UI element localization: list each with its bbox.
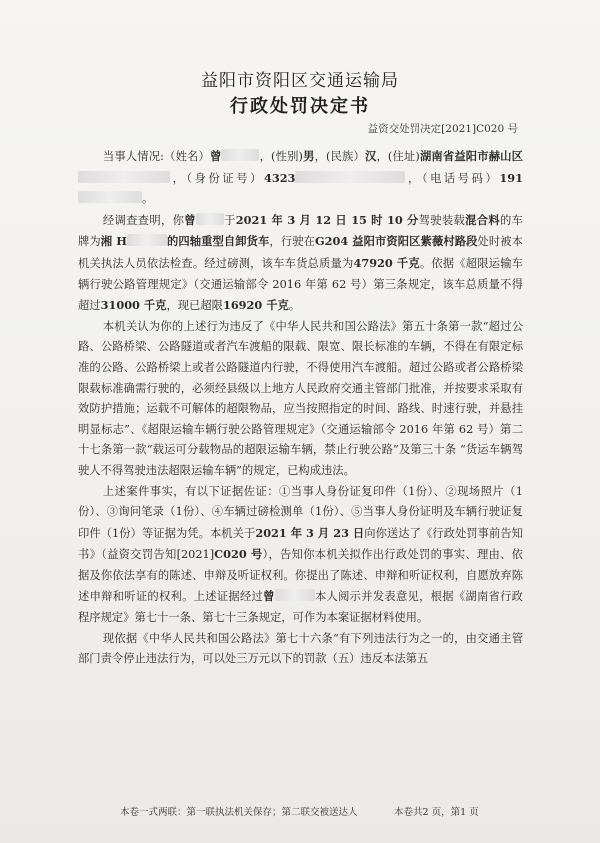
redaction-block (78, 171, 170, 183)
text: ，（身份证号） (170, 171, 264, 185)
investigation-paragraph (78, 210, 523, 317)
redaction-block (127, 234, 167, 246)
document-number: 益资交处罚决定[2021]C020 号 (367, 123, 518, 135)
text: 。依据《超限运输车辆行驶公路管理规定》（交通运输部令 2016 年第 62 号）第三条规定，该车总质量不得超过 (78, 256, 523, 313)
party-address-cont: 市赫山区 (477, 149, 523, 163)
text: 的车牌为 (78, 213, 523, 249)
evidence-paragraph (78, 482, 523, 629)
text: ，(民族） (314, 150, 365, 163)
text: ，(性别) (259, 150, 303, 163)
overweight-amount: 16920 千克 (222, 298, 289, 313)
basis-paragraph: 现依据《中华人民共和国公路法》第七十六条“有下列违法行为之一的，由交通主管部门责令停止违法行为，可以处三万元以下的罚款（五）违反本法第五 (78, 631, 523, 666)
text: ，（电话号码） (405, 171, 500, 185)
footer-copies-note: 本卷一式两联：第一联执法机关保存；第二联交被送达人 (120, 807, 358, 818)
text: ，现已超限 (166, 299, 223, 313)
document-body (78, 146, 523, 670)
text: ，(住址) (376, 150, 420, 163)
notice-number: C020 号 (214, 547, 263, 562)
party-name: 曾 (263, 589, 275, 604)
text: 经调查查明，你 (102, 213, 185, 227)
party-ethnicity: 汉 (364, 149, 377, 163)
vehicle-type: 的四轴重型自卸货车 (166, 234, 270, 249)
incident-time: 2021 年 3 月 12 日 15 时 10 分 (235, 212, 419, 227)
redaction-block (196, 213, 224, 225)
cargo-type: 混合料 (465, 212, 501, 227)
redaction-block (78, 191, 142, 203)
text: 于 (223, 213, 236, 227)
text: 驾驶装载 (418, 213, 466, 227)
license-plate: 湘 H (100, 234, 127, 249)
text: ），告知你本机关拟作出行政处罚的事实、理由、依据及你依法享有的陈述、申辩及听证权利。你提出了陈述、申辩和听证权利，自愿放弃陈述申辩和听证的权利。上述证据经过 (78, 548, 523, 604)
text: 上述案件事实，有以下证据佐证：①当事人身份证复印件（1份）、②现场照片（1份）、③询问笔录（1份）、④车辆过磅检测单（1份）、⑤当事人身份证明及车辆行驶证复印件（1份）等证据为凭。本机关于 (78, 484, 523, 540)
text: ，行驶在 (269, 235, 315, 249)
party-phone: 191 (499, 170, 523, 185)
party-info-paragraph (78, 146, 523, 210)
party-gender: 男 (302, 149, 315, 163)
incident-location: G204 益阳市资阳区紫薇村路段 (315, 234, 478, 249)
agency-title: 益阳市资阳区交通运输局 (201, 71, 399, 91)
weight-limit: 31000 千克 (100, 298, 167, 313)
text: 本人阅示并发表意见，根据《湖南省行政程序规定》第七十一条、第七十三条规定，可作为本案证据材料使用。 (78, 590, 523, 625)
text: 。 (142, 192, 154, 206)
total-weight: 47920 千克 (353, 255, 420, 270)
notice-date: 2021 年 3 月 23 日 (255, 525, 365, 540)
document-title: 行政处罚决定书 (230, 96, 370, 117)
party-id-number: 4323 (263, 170, 296, 185)
text: 。 (288, 299, 301, 313)
text: 当事人情况:（姓名） (102, 150, 210, 163)
redaction-block (221, 149, 259, 161)
party-address: 湖南省益阳 (419, 149, 478, 163)
violation-paragraph: 本机关认为你的上述行为违反了《中华人民共和国公路法》第五十条第一款“超过公路、公路桥梁、公路隧道或者汽车渡船的限载、限宽、限长标准的车辆，不得在有限定标准的公路、公路桥梁上或者公路隧道内行驶，不得使用汽车渡船。超过公路或者公路桥梁限载标准确需行驶的，必须经县级以上地方人民政府交通主管部门批准，并按要求采取有效防护措施；运载不可解体的超限物品，应当按照指定的时间、路线、时速行驶，并悬挂明显标志”、《超限运输车辆行驶公路管理规定》（交通运输部令 2016 年第 62 号）第二十七条第一款“载运可分载物品的超限运输车辆，禁止行驶公路”及第三十条 “货运车辆驾驶人不得驾驶违法超限运输车辆”的规定，已构成违法。 (78, 319, 523, 477)
redaction-block (275, 589, 315, 601)
text: 处时被本机关执法人员依法检查。经过磅测，该车车货总质量为 (78, 235, 523, 270)
text: 向你送达了《行政处罚事前告知书》（益资交罚告知[2021] (78, 526, 523, 562)
party-name: 曾 (209, 149, 222, 163)
footer-page-number: 本卷共2 页，第1 页 (394, 807, 479, 818)
redaction-block (295, 171, 405, 183)
party-name: 曾 (184, 212, 196, 227)
